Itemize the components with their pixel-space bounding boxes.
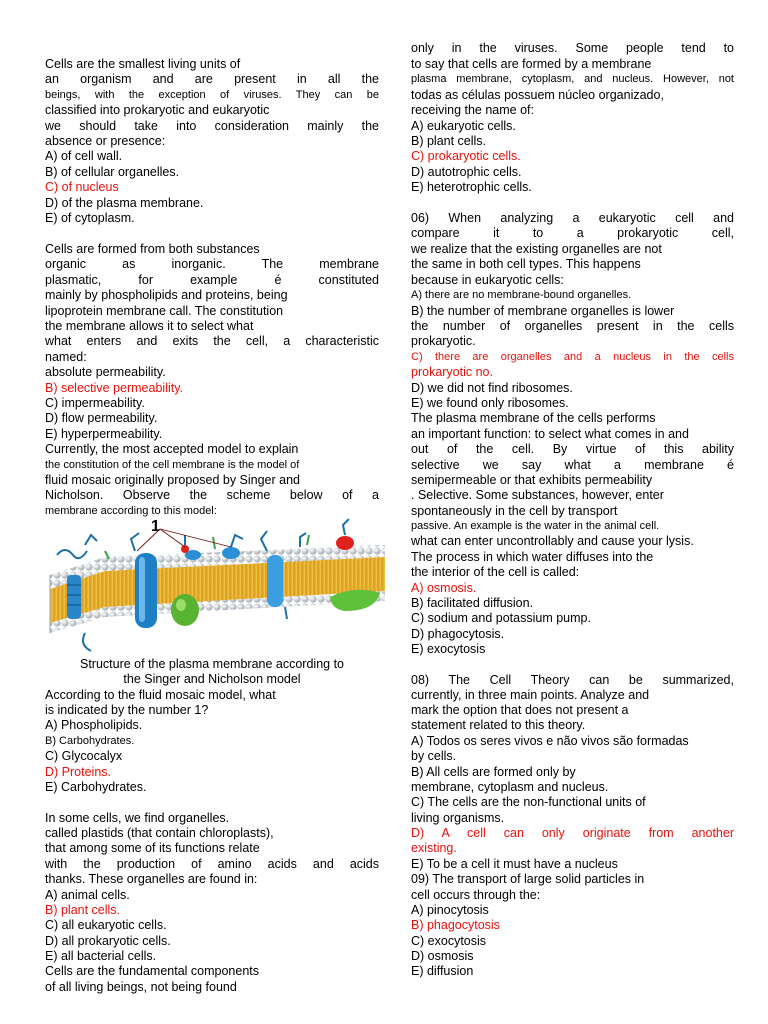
option-c: C) impermeability. xyxy=(45,396,145,410)
text-line: Nicholson. Observe the scheme below of a xyxy=(45,488,379,502)
text-line: the membrane allows it to select what xyxy=(45,319,254,333)
option-e: E) To be a cell it must have a nucleus xyxy=(411,857,618,871)
text-line: that among some of its functions relate xyxy=(45,841,260,855)
option-d: D) osmosis xyxy=(411,949,474,963)
option-b: B) the number of membrane organelles is lower xyxy=(411,304,675,318)
text-line: plasmatic, for example é constituted xyxy=(45,273,379,287)
text-line: the interior of the cell is called: xyxy=(411,565,580,579)
text-line: todas as células possuem núcleo organizado, xyxy=(411,88,664,102)
text-line: selective we say what a membrane é xyxy=(411,458,734,472)
integral-protein-blue xyxy=(135,553,157,628)
text-line: classified into prokaryotic and eukaryotic xyxy=(45,103,270,117)
option-c: C) sodium and potassium pump. xyxy=(411,611,591,625)
answer-option: B) selective permeability. xyxy=(45,381,184,395)
text-line: semipermeable or that exhibits permeability xyxy=(411,473,653,487)
peripheral-protein-green xyxy=(171,594,199,626)
option-e: E) heterotrophic cells. xyxy=(411,180,532,194)
question-heading: 06) When analyzing a eukaryotic cell and xyxy=(411,211,734,225)
option-b: B) of cellular organelles. xyxy=(45,165,180,179)
figure-caption: the Singer and Nicholson model xyxy=(123,672,301,686)
text-line: receiving the name of: xyxy=(411,103,534,117)
option-e: E) we found only ribosomes. xyxy=(411,396,569,410)
text-line: . Selective. Some substances, however, enter xyxy=(411,488,664,502)
option-b: B) All cells are formed only by xyxy=(411,765,576,779)
text-line: with the production of amino acids and acids xyxy=(45,857,379,871)
channel-protein xyxy=(67,575,81,619)
text-line: the constitution of the cell membrane is the model of xyxy=(45,459,300,471)
text-line: is indicated by the number 1? xyxy=(45,703,209,717)
text-line: Currently, the most accepted model to explain xyxy=(45,442,299,456)
answer-option: C) there are organelles and a nucleus in the cells xyxy=(411,351,734,363)
answer-option: D) Proteins. xyxy=(45,765,111,779)
text-line: the same in both cell types. This happens xyxy=(411,257,641,271)
text-line: fluid mosaic originally proposed by Singer and xyxy=(45,473,301,487)
text-line: spontaneously in the cell by transport xyxy=(411,504,618,518)
text-line: compare it to a prokaryotic cell, xyxy=(411,226,734,240)
membrane-figure xyxy=(45,515,390,660)
figure-caption: Structure of the plasma membrane according to xyxy=(79,657,345,671)
option-d: D) autotrophic cells. xyxy=(411,165,522,179)
text-line: membrane according to this model: xyxy=(45,505,217,517)
answer-option: B) plant cells. xyxy=(45,903,121,917)
text-line: plasma membrane, cytoplasm, and nucleus. However, not xyxy=(411,73,734,85)
option-a: A) eukaryotic cells. xyxy=(411,119,516,133)
answer-option: existing. xyxy=(411,841,457,855)
option-c: C) exocytosis xyxy=(411,934,487,948)
plasma-membrane-diagram xyxy=(45,515,390,655)
question-heading: 09) The transport of large solid particles in xyxy=(411,872,645,886)
text-line: absence or presence: xyxy=(45,134,166,148)
text-line: the number of organelles present in the cells xyxy=(411,319,734,333)
answer-option: B) phagocytosis xyxy=(411,918,500,932)
text-line: an important function: to select what comes in and xyxy=(411,427,689,441)
option-a: A) of cell wall. xyxy=(45,149,123,163)
integral-protein-cyan xyxy=(267,555,283,607)
text-line: According to the fluid mosaic model, what xyxy=(45,688,276,702)
question-heading: 08) The Cell Theory can be summarized, xyxy=(411,673,734,687)
option-a: absolute permeability. xyxy=(45,365,166,379)
text-line: Cells are formed from both substances xyxy=(45,242,260,256)
figure-number-label: 1 xyxy=(151,518,160,535)
text-line: Cells are the smallest living units of xyxy=(45,57,241,71)
option-e: E) diffusion xyxy=(411,964,474,978)
text-line: Cells are the fundamental components xyxy=(45,964,260,978)
option-d: D) of the plasma membrane. xyxy=(45,196,204,210)
text-line: cell occurs through the: xyxy=(411,888,541,902)
text-line: to say that cells are formed by a membrane xyxy=(411,57,652,71)
text-line: what can enter uncontrollably and cause your lysis. xyxy=(411,534,694,548)
answer-option: prokaryotic no. xyxy=(411,365,493,379)
text-line: only in the viruses. Some people tend to xyxy=(411,41,734,55)
option-d: D) all prokaryotic cells. xyxy=(45,934,171,948)
option-a: A) Todos os seres vivos e não vivos são formadas xyxy=(411,734,689,748)
option-d: D) phagocytosis. xyxy=(411,627,505,641)
text-line: named: xyxy=(45,350,87,364)
text-line: The plasma membrane of the cells performs xyxy=(411,411,656,425)
answer-option: C) of nucleus xyxy=(45,180,119,194)
text-line: passive. An example is the water in the animal cell. xyxy=(411,520,660,532)
option-a: A) Phospholipids. xyxy=(45,718,143,732)
option-e: E) of cytoplasm. xyxy=(45,211,135,225)
option-e: E) exocytosis xyxy=(411,642,486,656)
option-b: B) plant cells. xyxy=(411,134,487,148)
text-line: called plastids (that contain chloroplasts), xyxy=(45,826,274,840)
text-line: beings, with the exception of viruses. They can be xyxy=(45,89,379,101)
option-b: B) facilitated diffusion. xyxy=(411,596,534,610)
answer-option: D) A cell can only originate from another xyxy=(411,826,734,840)
option-e: E) all bacterial cells. xyxy=(45,949,157,963)
text-line: organic as inorganic. The membrane xyxy=(45,257,379,271)
text-line: prokaryotic. xyxy=(411,334,476,348)
option-d: D) flow permeability. xyxy=(45,411,158,425)
text-line: The process in which water diffuses into the xyxy=(411,550,654,564)
text-line: lipoprotein membrane call. The constitution xyxy=(45,304,284,318)
option-a: A) pinocytosis xyxy=(411,903,489,917)
option-c: C) Glycocalyx xyxy=(45,749,123,763)
text-line: thanks. These organelles are found in: xyxy=(45,872,258,886)
option-d: D) we did not find ribosomes. xyxy=(411,381,573,395)
option-a: A) there are no membrane-bound organelles. xyxy=(411,289,632,301)
text-line: out of the cell. By virtue of this ability xyxy=(411,442,734,456)
text-line: we should take into consideration mainly the xyxy=(45,119,379,133)
text-line: currently, in three main points. Analyze and xyxy=(411,688,650,702)
text-line: In some cells, we find organelles. xyxy=(45,811,230,825)
option-e: E) Carbohydrates. xyxy=(45,780,147,794)
text-line: mainly by phospholipids and proteins, being xyxy=(45,288,288,302)
text-line: of all living beings, not being found xyxy=(45,980,237,994)
text-line: an organism and are present in all the xyxy=(45,72,379,86)
text-line: we realize that the existing organelles are not xyxy=(411,242,662,256)
option-c: C) The cells are the non-functional units of xyxy=(411,795,646,809)
text-line: living organisms. xyxy=(411,811,505,825)
text-line: statement related to this theory. xyxy=(411,718,586,732)
text-line: mark the option that does not present a xyxy=(411,703,629,717)
text-line: what enters and exits the cell, a characteristic xyxy=(45,334,379,348)
text-line: membrane, cytoplasm and nucleus. xyxy=(411,780,609,794)
option-c: C) all eukaryotic cells. xyxy=(45,918,167,932)
answer-option: C) prokaryotic cells. xyxy=(411,149,521,163)
lipid-bilayer xyxy=(50,545,385,633)
answer-option: A) osmosis. xyxy=(411,581,477,595)
text-line: because in eukaryotic cells: xyxy=(411,273,564,287)
option-b: B) Carbohydrates. xyxy=(45,735,135,747)
option-a: A) animal cells. xyxy=(45,888,130,902)
option-e: E) hyperpermeability. xyxy=(45,427,163,441)
text-line: by cells. xyxy=(411,749,457,763)
